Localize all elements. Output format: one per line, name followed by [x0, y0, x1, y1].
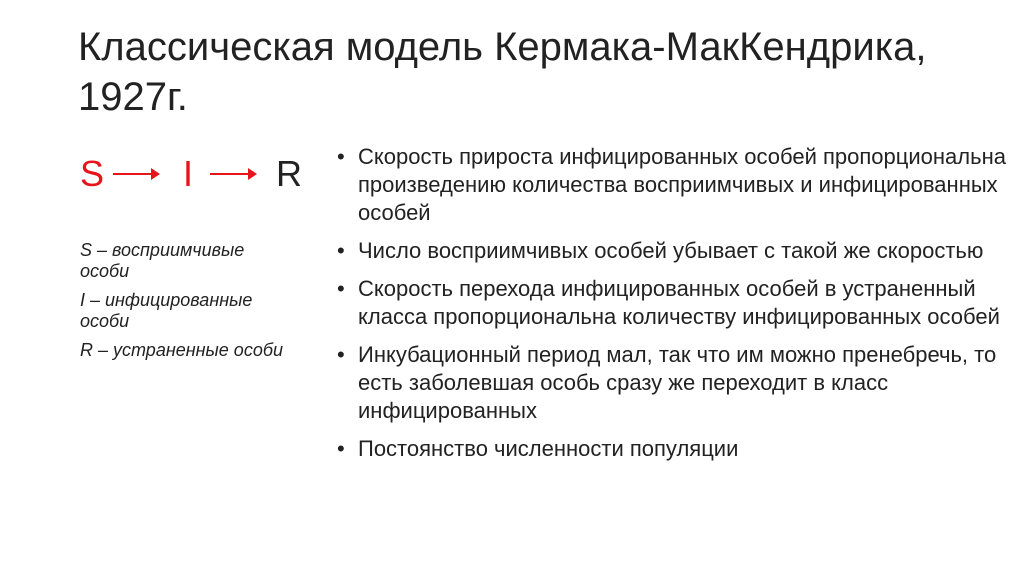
sir-legend: [80, 240, 290, 369]
bullet-icon: •: [337, 238, 345, 263]
legend-item-s: S – восприимчивые особи: [80, 240, 245, 281]
bullet-icon: •: [337, 276, 345, 301]
arrow-right-icon: [113, 173, 158, 175]
list-item-text: Инкубационный период мал, так что им можно пренебречь, то есть заболевшая особь сразу же переходит в класс инфицированных: [358, 342, 997, 423]
bullet-icon: •: [337, 436, 345, 461]
sir-diagram: [80, 152, 320, 202]
bullet-icon: •: [337, 342, 345, 367]
arrow-right-icon: [210, 173, 255, 175]
sir-r-label: R: [276, 153, 302, 194]
sir-i-label: I: [183, 153, 194, 194]
slide-title: Классическая модель Кермака-МакКендрика, 1927г.: [78, 25, 927, 119]
assumptions-list: [337, 143, 1012, 473]
list-item: [337, 435, 1012, 463]
list-item-text: Скорость перехода инфицированных особей в устраненный класса пропорциональна количеству инфицированных особей: [358, 276, 1000, 329]
legend-item-r: R – устраненные особи: [80, 340, 283, 360]
list-item: [337, 237, 1012, 265]
sir-s-label: S: [80, 153, 105, 194]
list-item-text: Число восприимчивых особей убывает с такой же скоростью: [358, 238, 984, 263]
list-item-text: Постоянство численности популяции: [358, 436, 739, 461]
bullet-icon: •: [337, 144, 345, 169]
list-item: [337, 275, 1012, 331]
list-item: [337, 341, 1012, 425]
list-item: [337, 143, 1012, 227]
legend-item-i: I – инфицированные особи: [80, 290, 253, 331]
list-item-text: Скорость прироста инфицированных особей пропорциональна произведению количества восприимчивых и инфицированных особей: [358, 144, 1006, 225]
